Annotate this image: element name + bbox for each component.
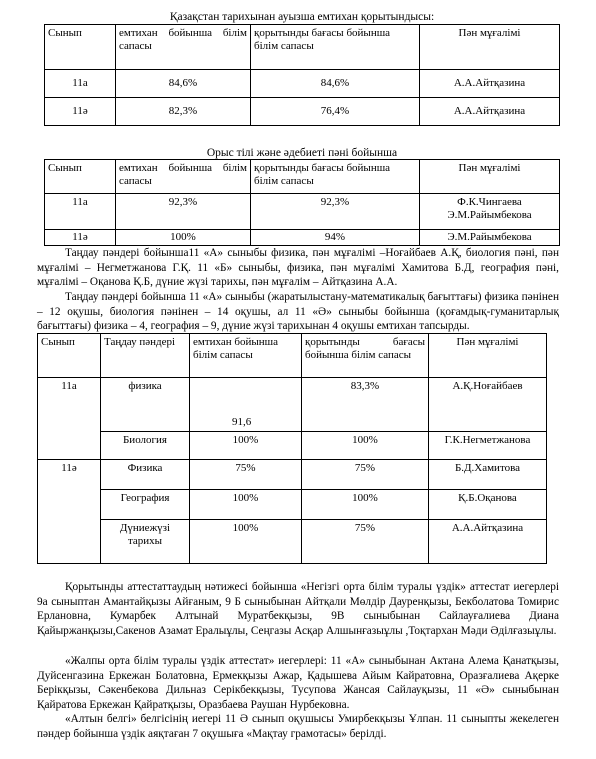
cell-exam: 100%	[116, 230, 251, 246]
col-exam-quality: емтихан бойынша білім сапасы	[116, 25, 251, 70]
cell-teacher: Г.К.Негметжанова	[429, 432, 547, 460]
paragraph-gold-sign: «Алтын белгі» белгісінің иегері 11 Ә сынып оқушысы Умирбекқызы Ұлпан. 11 сыныпты жекелеген пәндер бойынша үздік аяқтаған 7 оқушыға «Мақтау грамотасы» берілді.	[37, 713, 559, 740]
col-final-quality: қорытынды бағасы бойынша білім сапасы	[302, 334, 429, 378]
cell-exam: 92,3%	[116, 194, 251, 230]
col-teacher: Пән мұғалімі	[429, 334, 547, 378]
cell-final: 94%	[251, 230, 420, 246]
cell-subject: физика	[101, 378, 190, 432]
col-final-quality: қорытынды бағасы бойынша білім сапасы	[251, 25, 420, 70]
cell-teacher	[420, 194, 560, 230]
paragraph-elective-counts: Таңдау пәндері бойынша 11 «А» сыныбы (жаратылыстану-математикалық бағыттағы) физика пәнінен – 12 оқушы, биология пәнінен – 14 оқушы, ал 11 «Ә» сыныбы бойынша (қоғамдық-гуманитарлық бағыттағы) физика – 4, география – 9, дүние жүзі тарихынан 4 оқушы емтихан тапсырды.	[37, 291, 559, 333]
cell-teacher: А.А.Айтқазина	[420, 98, 560, 126]
exam-table-russian	[44, 159, 560, 246]
cell-class: 11ә	[38, 460, 101, 564]
table2-caption: Орыс тілі және әдебиеті пәні бойынша	[206, 147, 398, 159]
cell-final: 83,3%	[302, 378, 429, 432]
cell-teacher: Э.М.Райымбекова	[420, 230, 560, 246]
table-row	[38, 460, 547, 490]
cell-exam: 75%	[190, 460, 302, 490]
col-exam-quality: емтихан бойынша білім сапасы	[190, 334, 302, 378]
col-class: Сынып	[45, 160, 116, 194]
col-final-quality: қорытынды бағасы бойынша білім сапасы	[251, 160, 420, 194]
cell-teacher: Б.Д.Хамитова	[429, 460, 547, 490]
table-row	[45, 70, 560, 98]
cell-class: 11а	[45, 194, 116, 230]
cell-teacher: А.Қ.Ноғайбаев	[429, 378, 547, 432]
cell-final: 76,4%	[251, 98, 420, 126]
cell-final: 92,3%	[251, 194, 420, 230]
cell-final: 75%	[302, 520, 429, 564]
cell-exam: 100%	[190, 520, 302, 564]
cell-subject: Физика	[101, 460, 190, 490]
cell-teacher: А.А.Айтқазина	[420, 70, 560, 98]
teacher-1: Ф.К.Чингаева	[457, 196, 522, 208]
cell-exam: 82,3%	[116, 98, 251, 126]
paragraph-general-honors: «Жалпы орта білім туралы үздік аттестат» иегерлері: 11 «А» сыныбынан Актана Алема Қанатқызы, Дуйсенгазина Еркежан Болатовна, Ермекқызы Ажар, Қадышева Айым Кайратовна, Оразғалиева Ақерке Берікқызы, Сәкенбекова Дильназ Серікбекқызы, Тусупова Жансая Сайлауқызы, 11 «Ә» сыныбынан Қайратова Еркежан Қайратқызы, Оразбаева Раушан Нурбековна.	[37, 655, 559, 712]
table-row	[38, 432, 547, 460]
cell-exam: 100%	[190, 432, 302, 460]
cell-class: 11ә	[45, 98, 116, 126]
exam-table-history	[44, 24, 560, 126]
cell-subject: География	[101, 490, 190, 520]
cell-class: 11а	[45, 70, 116, 98]
elective-exam-table	[37, 333, 547, 564]
cell-subject: Биология	[101, 432, 190, 460]
teacher-2: Э.М.Райымбекова	[447, 209, 532, 222]
cell-final: 100%	[302, 432, 429, 460]
cell-exam: 84,6%	[116, 70, 251, 98]
cell-teacher: А.А.Айтқазина	[429, 520, 547, 564]
table-row	[45, 98, 560, 126]
col-subject: Таңдау пәндері	[101, 334, 190, 378]
paragraph-electives: Таңдау пәндері бойынша11 «А» сыныбы физика, пән мұғалімі –Ноғайбаев А.Қ, биология пәні, пән мұғалімі – Негметжанова Г.Қ. 11 «Б» сыныбы, физика, пән мұғалімі Хамитова Б.Д, география пәні, мұғалімі – Оқанова Қ.Б, дүние жүзі тарихы, пән мұғалім – Айтқазина А.А.	[37, 247, 559, 289]
cell-exam: 91,6	[190, 378, 302, 432]
cell-teacher: Қ.Б.Оқанова	[429, 490, 547, 520]
table-row	[38, 520, 547, 564]
cell-subject: Дүниежүзі тарихы	[101, 520, 190, 564]
table-row	[38, 378, 547, 432]
table-row	[45, 230, 560, 246]
col-exam-quality: емтихан бойынша білім сапасы	[116, 160, 251, 194]
col-teacher: Пән мұғалімі	[420, 25, 560, 70]
paragraph-basic-honors: Қорытынды аттестаттаудың нәтижесі бойынша «Негізгі орта білім туралы үздік» аттестат иегерлері 9а сыныптан Амантайқызы Айғаным, 9 Б сыныбынан Айтқали Мөлдір Дауренқызы, Бекболатова Томирис Ерлановна, Кумарбек Алтынай Муратбекқызы, 9В сыныбынан Сайлауғалиева Диана Қайыржанқызы,Сакенов Азамат Ералыұлы, Сеңгазы Асқар Алшынғазыұлы ,Тоқтархан Мәди Әділғазыұлы.	[37, 581, 559, 638]
cell-class: 11а	[38, 378, 101, 460]
col-class: Сынып	[45, 25, 116, 70]
table-row	[45, 194, 560, 230]
cell-exam: 100%	[190, 490, 302, 520]
col-class: Сынып	[38, 334, 101, 378]
cell-class: 11ә	[45, 230, 116, 246]
col-teacher: Пән мұғалімі	[420, 160, 560, 194]
table-row	[38, 490, 547, 520]
cell-final: 75%	[302, 460, 429, 490]
cell-final: 84,6%	[251, 70, 420, 98]
table1-caption: Қазақстан тарихынан ауызша емтихан қорытындысы:	[169, 11, 435, 23]
cell-final: 100%	[302, 490, 429, 520]
